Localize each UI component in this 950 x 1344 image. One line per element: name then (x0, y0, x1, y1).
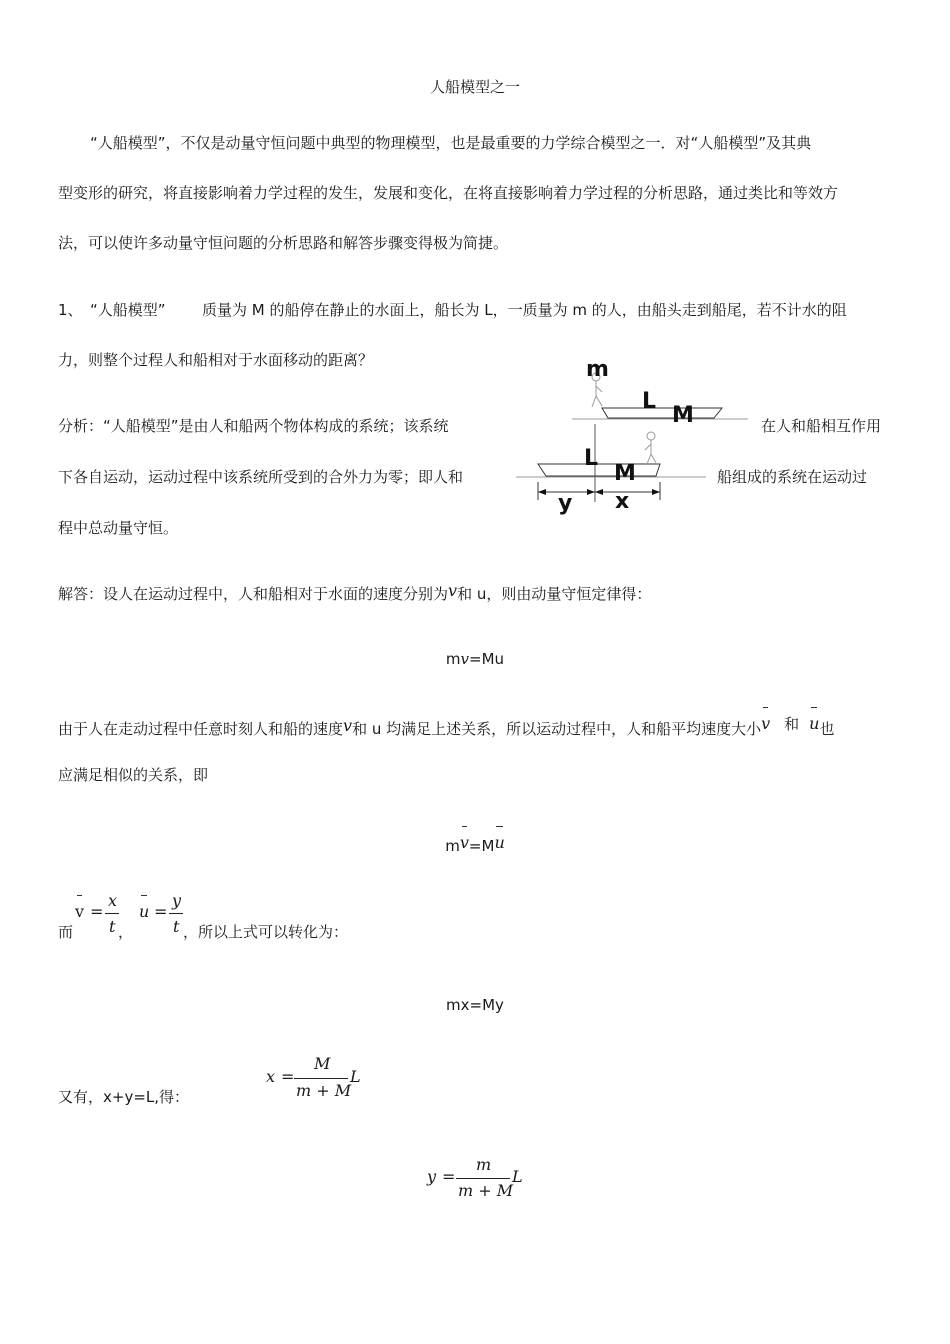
eq2-ubar: u (494, 833, 505, 852)
x-L: L (350, 1067, 361, 1086)
analysis-line-2-right: 船组成的系统在运动过 (717, 468, 868, 486)
label-M-bottom: M (614, 461, 636, 486)
solution-line-2 (58, 714, 835, 739)
equation-displacement: mx=My (446, 996, 504, 1014)
problem-line-2: 力，则整个过程人和船相对于水面移动的距离？ (58, 351, 374, 369)
eq-sign-2: = (154, 902, 168, 921)
problem-number: 1、 (58, 301, 83, 319)
equation-average (0, 833, 950, 856)
label-L-top: L (642, 389, 657, 414)
ubar-symbol: u (139, 902, 150, 921)
y-fraction-line (456, 1178, 510, 1179)
analysis-line-3: 程中总动量守恒。 (58, 519, 179, 537)
analysis-line-1-left: 分析：“人船模型”是由人和船两个物体构成的系统；该系统 (58, 417, 449, 435)
eq1-v: v (460, 650, 470, 668)
symbol-v: v (448, 581, 458, 600)
solution-line-2-a: 由于人在走动过程中任意时刻人和船的速度 (58, 720, 344, 738)
intro-line-1: “人船模型”，不仅是动量守恒问题中典型的物理模型，也是最重要的力学综合模型之一．对“人船模型”及其典 (90, 134, 812, 152)
solution-line-3: 应满足相似的关系，即 (58, 766, 209, 784)
y-L: L (512, 1167, 523, 1186)
page-title: 人船模型之一 (429, 78, 520, 96)
frac1-denominator: t (109, 917, 116, 936)
y-lhs: y (427, 1167, 437, 1186)
solution-line-1 (58, 581, 652, 604)
line2-v: v (343, 716, 353, 735)
so-text: ，所以上式可以转化为： (183, 923, 349, 941)
label-x: x (615, 489, 630, 514)
label-y: y (558, 491, 573, 516)
x-fraction-line (294, 1078, 348, 1079)
analysis-line-2-left: 下各自运动，运动过程中该系统所受到的合外力为零；即人和 (58, 468, 464, 486)
eq-sign-1: = (90, 902, 104, 921)
comma: ， (118, 923, 134, 941)
y-eq: = (442, 1167, 456, 1186)
eq1-m: m (445, 650, 461, 668)
solution-line-1-a: 解答：设人在运动过程中，人和船相对于水面的速度分别为 (58, 585, 449, 603)
intro-line-2: 型变形的研究，将直接影响着力学过程的发生，发展和变化，在将直接影响着力学过程的分析思路，通过类比和等效方 (58, 184, 839, 202)
solution-line-2-c: 也 (819, 720, 835, 738)
boat-top (602, 408, 722, 418)
vbar-symbol: v (75, 902, 85, 921)
x-numerator: M (314, 1054, 331, 1073)
eq2-eq: =M (468, 837, 495, 855)
eq2-m: m (445, 837, 460, 855)
label-L-bottom: L (584, 446, 599, 471)
frac1-line (105, 913, 119, 914)
equation-momentum (0, 649, 950, 669)
frac2-numerator: y (172, 891, 182, 910)
person-bottom (645, 432, 656, 464)
solution-line-1-b: 和 u，则由动量守恒定律得： (457, 585, 652, 603)
boat-figure (510, 350, 755, 520)
y-numerator: m (476, 1155, 492, 1174)
x-denominator: m + M (296, 1081, 352, 1100)
boat-bottom (538, 464, 660, 476)
y-denominator: m + M (458, 1181, 514, 1200)
line2-ubar: u (809, 714, 820, 733)
line2-vbar: v (761, 714, 771, 733)
label-m-top: m (586, 357, 609, 382)
intro-line-3: 法，可以使许多动量守恒问题的分析思路和解答步骤变得极为简捷。 (58, 234, 509, 252)
frac1-numerator: x (108, 891, 118, 910)
eq1-rest: =Mu (469, 650, 505, 668)
analysis-line-1-right: 在人和船相互作用 (761, 417, 882, 435)
er-text: 而 (58, 923, 74, 941)
problem-line-1: 质量为 M 的船停在静止的水面上，船长为 L，一质量为 m 的人，由船头走到船尾，若不计水的阻 (202, 301, 847, 319)
frac2-line (169, 913, 183, 914)
x-eq: = (281, 1067, 295, 1086)
x-lhs: x (266, 1067, 276, 1086)
line2-and: 和 (784, 715, 800, 733)
solution-line-2-b: 和 u 均满足上述关系，所以运动过程中，人和船平均速度大小 (352, 720, 762, 738)
label-M-top: M (672, 403, 694, 428)
also-text: 又有，x+y=L,得： (58, 1088, 190, 1106)
eq2-vbar: v (459, 833, 469, 852)
frac2-denominator: t (173, 917, 180, 936)
problem-name: “人船模型” (90, 301, 166, 319)
